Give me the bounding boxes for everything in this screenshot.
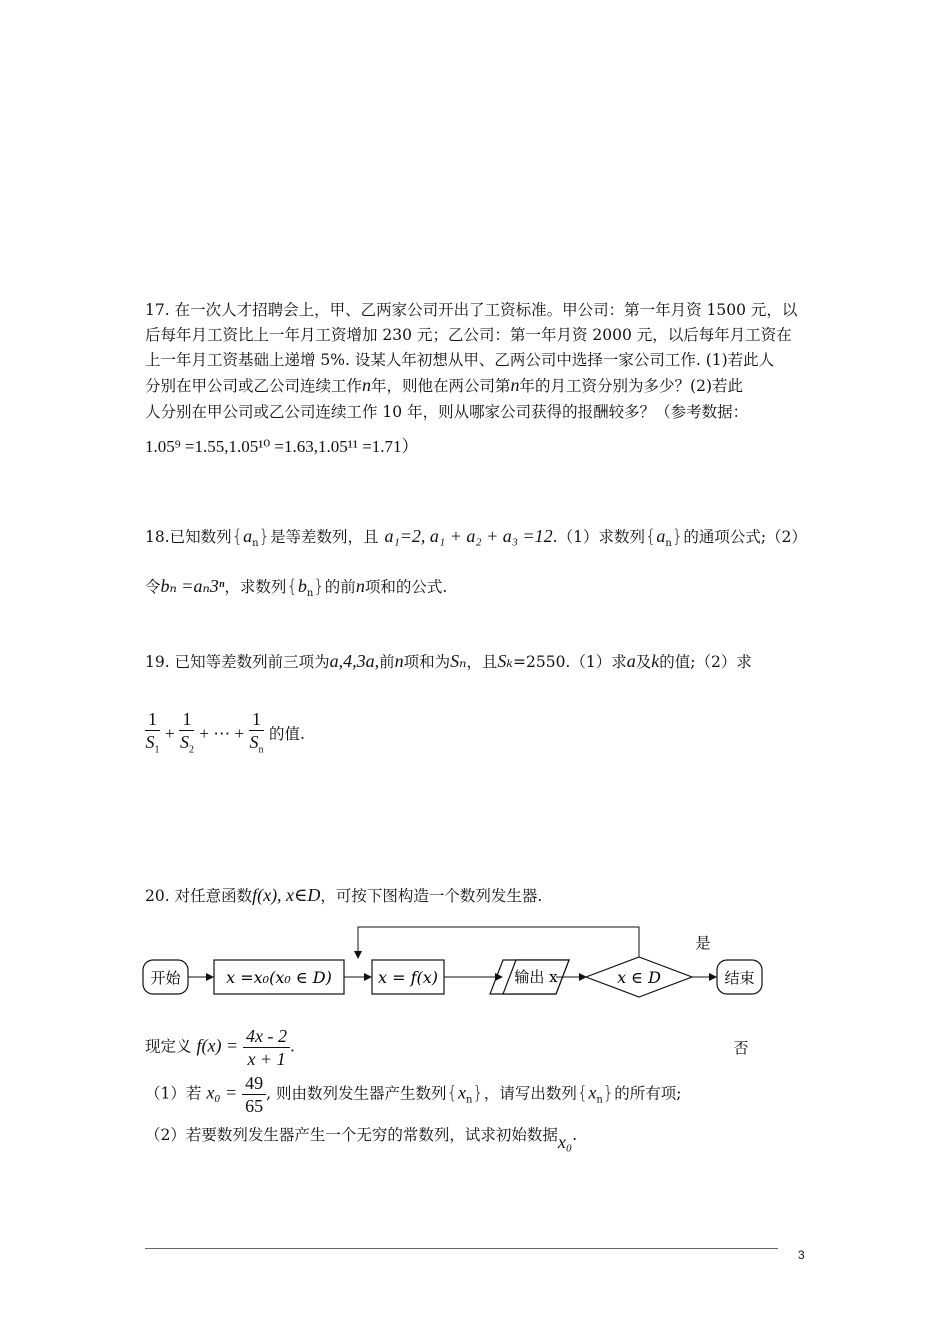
p19-sum-expression: $\frac{1}{S_1}$ + $\frac{1}{S_2}$ + ⋯ + $\frac{1}{S_n}$ 的值. xyxy=(145,709,305,756)
svg-text:结束: 结束 xyxy=(724,969,755,987)
svg-text:输出 x: 输出 x xyxy=(514,968,558,986)
p17-line3: 上一年月工资基础上递增 5%. 设某人年初想从甲、乙两公司中选择一家公司工作. (1)若此人 xyxy=(145,351,775,369)
p20-intro: 20. 对任意函数f(x), x∈D，可按下图构造一个数列发生器. xyxy=(145,885,543,905)
p20-question-2: （2）若要数列发生器产生一个无穷的常数列，试求初始数据x₀. xyxy=(145,1126,578,1152)
p18-line2: 令bₙ =aₙ3ⁿ，求数列$\{b_n\}$的前n项和的公式. xyxy=(145,576,448,600)
p20-question-1: （1）若 x₀ = $\frac{49}{65}$ , 则由数列发生器产生数列$\{x_n\}$，请写出数列$\{x_n\}$的所有项; xyxy=(145,1073,682,1116)
p19-line1: 19. 已知等差数列前三项为a,4,3a,前n项和为Sₙ，且Sₖ=2550.（1）求a及k的值;（2）求 xyxy=(145,651,752,671)
svg-text:x =x₀(x₀ ∈ D): x =x₀(x₀ ∈ D) xyxy=(226,968,332,987)
svg-text:x = f(x): x = f(x) xyxy=(377,968,439,987)
footer-rule xyxy=(145,1248,778,1249)
flow-no-label: 否 xyxy=(733,1039,749,1057)
p17-line5: 人分别在甲公司或乙公司连续工作 10 年，则从哪家公司获得的报酬较多？（参考数据： xyxy=(145,403,749,421)
svg-text:开始: 开始 xyxy=(150,969,181,987)
p17-line4: 分别在甲公司或乙公司连续工作n年，则他在两公司第n年的月工资分别为多少？(2)若此 xyxy=(145,375,743,395)
p20-definition: 现定义 f(x) = $\frac{4x - 2}{x + 1}$ . xyxy=(145,1026,295,1069)
svg-text:x ∈ D: x ∈ D xyxy=(617,968,661,987)
p18-line1: 18.已知数列$\{a_n\}$是等差数列，且 a₁=2, a₁ + a₂ + a₃ =12.（1）求数列$\{a_n\}$的通项公式;（2） xyxy=(145,526,807,550)
flow-yes-label: 是 xyxy=(695,934,711,952)
p17-line2: 后每年月工资比上一年月工资增加 230 元；乙公司：第一年月资 2000 元，以后每年月工资在 xyxy=(145,326,792,344)
p17-line1: 17. 在一次人才招聘会上，甲、乙两家公司开出了工资标准。甲公司：第一年月资 1500 元，以 xyxy=(145,301,798,319)
page-number: 3 xyxy=(798,1248,805,1262)
p17-reference-data: 1.05⁹ =1.55,1.05¹⁰ =1.63,1.05¹¹ =1.71） xyxy=(145,437,419,456)
